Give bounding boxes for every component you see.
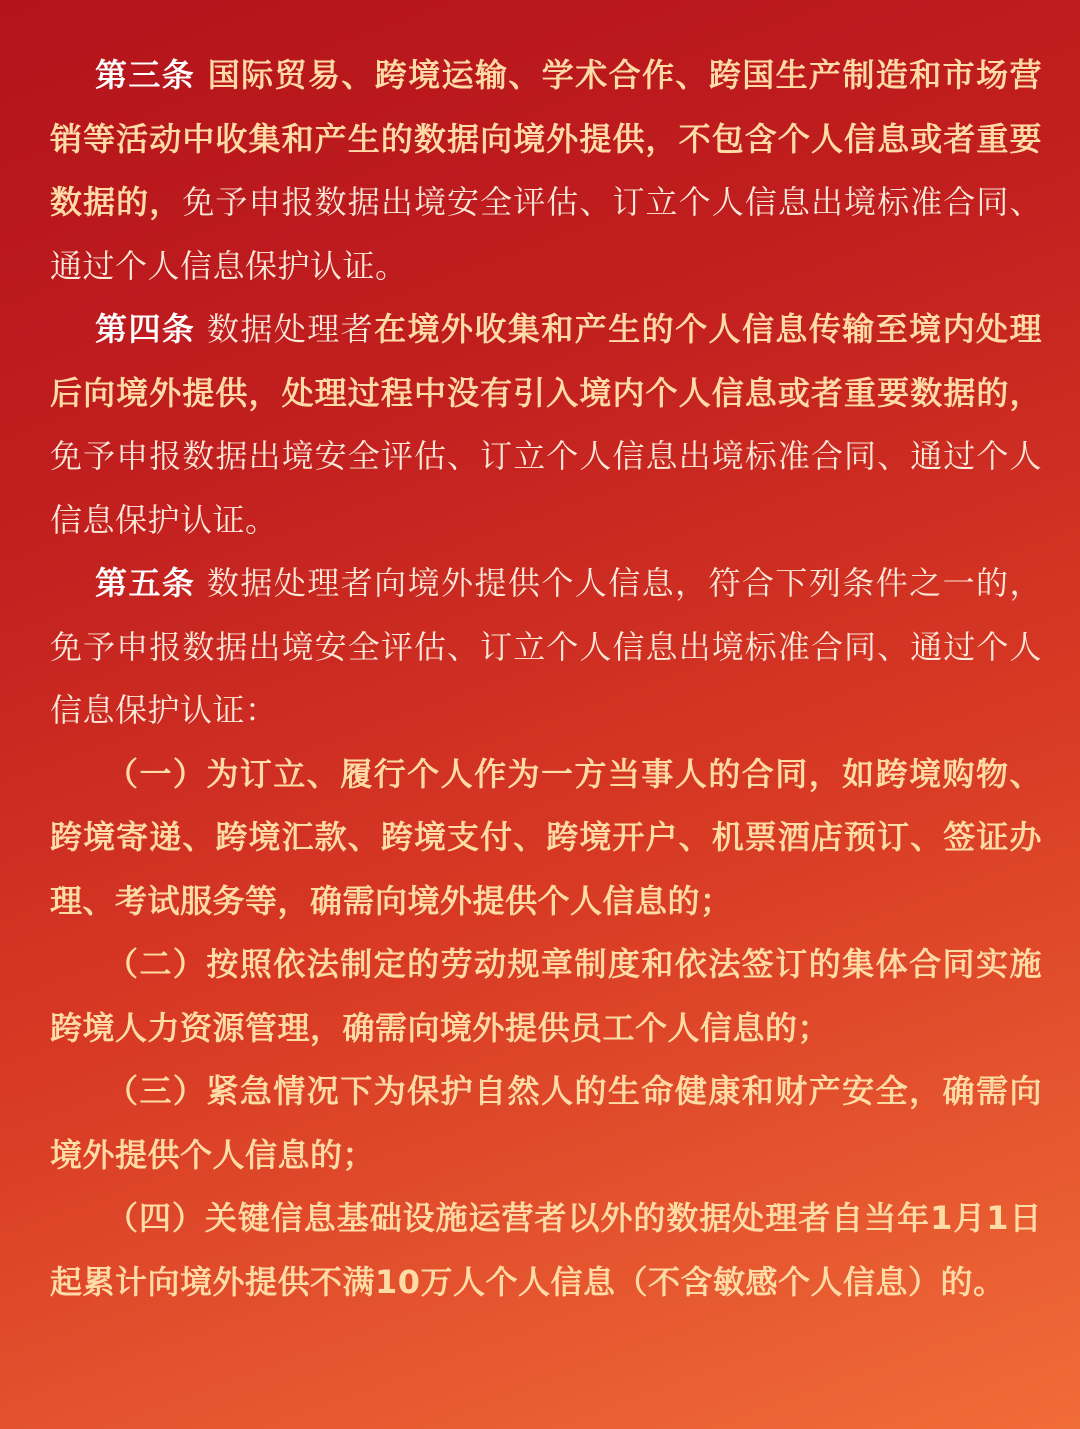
article-4-label: 第四条 [95,310,196,348]
article-5 [50,552,1042,743]
article-5-text: 数据处理者向境外提供个人信息，符合下列条件之一的，免予申报数据出境安全评估、订立个人信息出境标准合同、通过个人信息保护认证： [50,564,1042,729]
condition-item-1 [50,743,1042,934]
article-3-highlight: 国际贸易、跨境运输、学术合作、跨国生产制造和市场营销等活动中收集和产生的数据向境外提供，不包含个人信息或者重要数据的， [50,56,1042,221]
article-4-text-before: 数据处理者 [195,310,375,348]
condition-item-3-text: （三）紧急情况下为保护自然人的生命健康和财产安全，确需向境外提供个人信息的； [50,1072,1042,1174]
condition-item-4 [50,1187,1042,1314]
condition-item-2 [50,933,1042,1060]
article-4 [50,298,1042,552]
condition-item-3 [50,1060,1042,1187]
article-3 [50,44,1042,298]
article-4-text: 免予申报数据出境安全评估、订立个人信息出境标准合同、通过个人信息保护认证。 [50,437,1042,539]
condition-item-1-text: （一）为订立、履行个人作为一方当事人的合同，如跨境购物、跨境寄递、跨境汇款、跨境支付、跨境开户、机票酒店预订、签证办理、考试服务等，确需向境外提供个人信息的； [50,754,1042,920]
article-4-highlight: 在境外收集和产生的个人信息传输至境内处理后向境外提供，处理过程中没有引入境内个人信息或者重要数据的， [50,310,1042,412]
article-3-text: 免予申报数据出境安全评估、订立个人信息出境标准合同、通过个人信息保护认证。 [50,183,1042,285]
article-3-label: 第三条 [95,56,196,94]
article-5-label: 第五条 [95,564,196,602]
condition-item-4-text: （四）关键信息基础设施运营者以外的数据处理者自当年1月1日起累计向境外提供不满10万人个人信息（不含敏感个人信息）的。 [50,1199,1042,1301]
condition-item-2-text: （二）按照依法制定的劳动规章制度和依法签订的集体合同实施跨境人力资源管理，确需向境外提供员工个人信息的； [50,945,1042,1047]
